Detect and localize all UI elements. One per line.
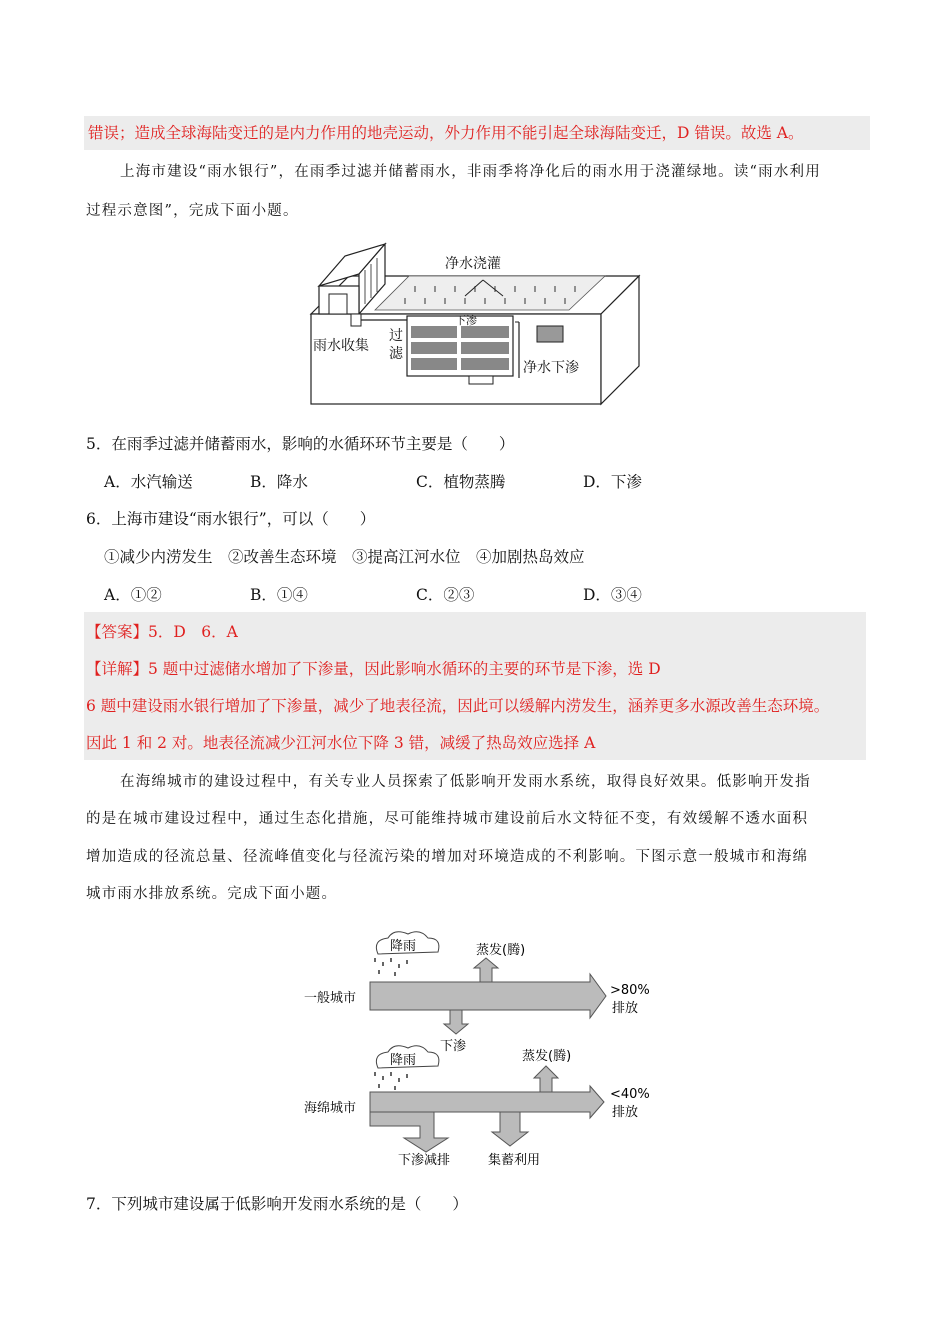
answer-detail-line: 因此 1 和 2 对。地表径流减少江河水位下降 3 错，减缓了热岛效应选择 A bbox=[86, 734, 596, 752]
intro-paragraph-line: 城市雨水排放系统。完成下面小题。 bbox=[86, 886, 338, 902]
sponge-city-flow bbox=[304, 1046, 650, 1168]
intro-paragraph-line: 上海市建设“雨水银行”，在雨季过滤并储蓄雨水，非雨季将净化后的雨水用于浇灌绿地。读“雨水利用 bbox=[120, 164, 821, 180]
general-city-label: 一般城市 bbox=[304, 991, 357, 1006]
label-down: 下渗 bbox=[455, 314, 477, 327]
q6-option-d: D．③④ bbox=[583, 586, 642, 604]
discharge-percent-2: <40% bbox=[610, 1087, 650, 1102]
label-irrigation: 净水浇灌 bbox=[445, 256, 501, 272]
answer-line: 【答案】5．D 6．A bbox=[86, 623, 238, 641]
q5-option-c: C．植物蒸腾 bbox=[416, 473, 506, 491]
q6-option-a: A．①② bbox=[104, 586, 162, 604]
label-filter-1: 过 bbox=[389, 328, 403, 344]
collect-use-label: 集蓄利用 bbox=[488, 1153, 541, 1168]
rainwater-process-diagram bbox=[305, 238, 645, 410]
question-6-stem: 6．上海市建设“雨水银行”，可以（ ） bbox=[86, 510, 376, 528]
q6-option-c: C．②③ bbox=[416, 586, 475, 604]
label-rain-collect: 雨水收集 bbox=[313, 338, 369, 354]
rain-label-2: 降雨 bbox=[390, 1053, 417, 1068]
explanation-block: 错误；造成全球海陆变迁的是内力作用的地壳运动，外力作用不能引起全球海陆变迁，D 错误。故选 A。 bbox=[84, 116, 870, 150]
rain-label-1: 降雨 bbox=[390, 939, 417, 954]
intro-paragraph-line: 增加造成的径流总量、径流峰值变化与径流污染的增加对环境造成的不利影响。下图示意一般城市和海绵 bbox=[86, 849, 809, 865]
answer-detail-line: 6 题中建设雨水银行增加了下渗量，减少了地表径流，因此可以缓解内涝发生，涵养更多水源改善生态环境。 bbox=[86, 697, 830, 715]
general-city-flow bbox=[304, 932, 650, 1054]
label-filter-2: 滤 bbox=[389, 346, 403, 362]
evaporation-label-1: 蒸发(腾) bbox=[476, 943, 526, 958]
intro-paragraph-line: 在海绵城市的建设过程中，有关专业人员探索了低影响开发雨水系统，取得良好效果。低影响开发指 bbox=[120, 774, 811, 790]
city-rainwater-diagram bbox=[300, 928, 660, 1168]
infiltration-label-1: 下渗 bbox=[440, 1039, 467, 1054]
sponge-city-label: 海绵城市 bbox=[304, 1101, 357, 1116]
q5-option-a: A．水汽输送 bbox=[104, 473, 193, 491]
answer-detail-line: 【详解】5 题中过滤储水增加了下渗量，因此影响水循环的主要的环节是下渗，选 D bbox=[86, 660, 661, 678]
discharge-percent-1: >80% bbox=[610, 983, 650, 998]
q6-items: ①减少内涝发生 ②改善生态环境 ③提高江河水位 ④加剧热岛效应 bbox=[104, 548, 585, 566]
q5-option-d: D．下渗 bbox=[583, 473, 642, 491]
q5-option-b: B．降水 bbox=[250, 473, 308, 491]
question-5-stem: 5．在雨季过滤并储蓄雨水，影响的水循环环节主要是（ ） bbox=[86, 435, 515, 453]
q6-option-b: B．①④ bbox=[250, 586, 308, 604]
evaporation-label-2: 蒸发(腾) bbox=[522, 1049, 572, 1064]
discharge-label-2: 排放 bbox=[612, 1105, 639, 1120]
intro-paragraph-line: 的是在城市建设过程中，通过生态化措施，尽可能维持城市建设前后水文特征不变，有效缓解不透水面积 bbox=[86, 811, 809, 827]
intro-paragraph-line: 过程示意图”，完成下面小题。 bbox=[86, 203, 299, 219]
label-seepage: 净水下渗 bbox=[523, 360, 579, 376]
discharge-label-1: 排放 bbox=[612, 1001, 639, 1016]
question-7-stem: 7．下列城市建设属于低影响开发雨水系统的是（ ） bbox=[86, 1195, 468, 1213]
infiltration-reduce-label: 下渗减排 bbox=[398, 1153, 451, 1168]
